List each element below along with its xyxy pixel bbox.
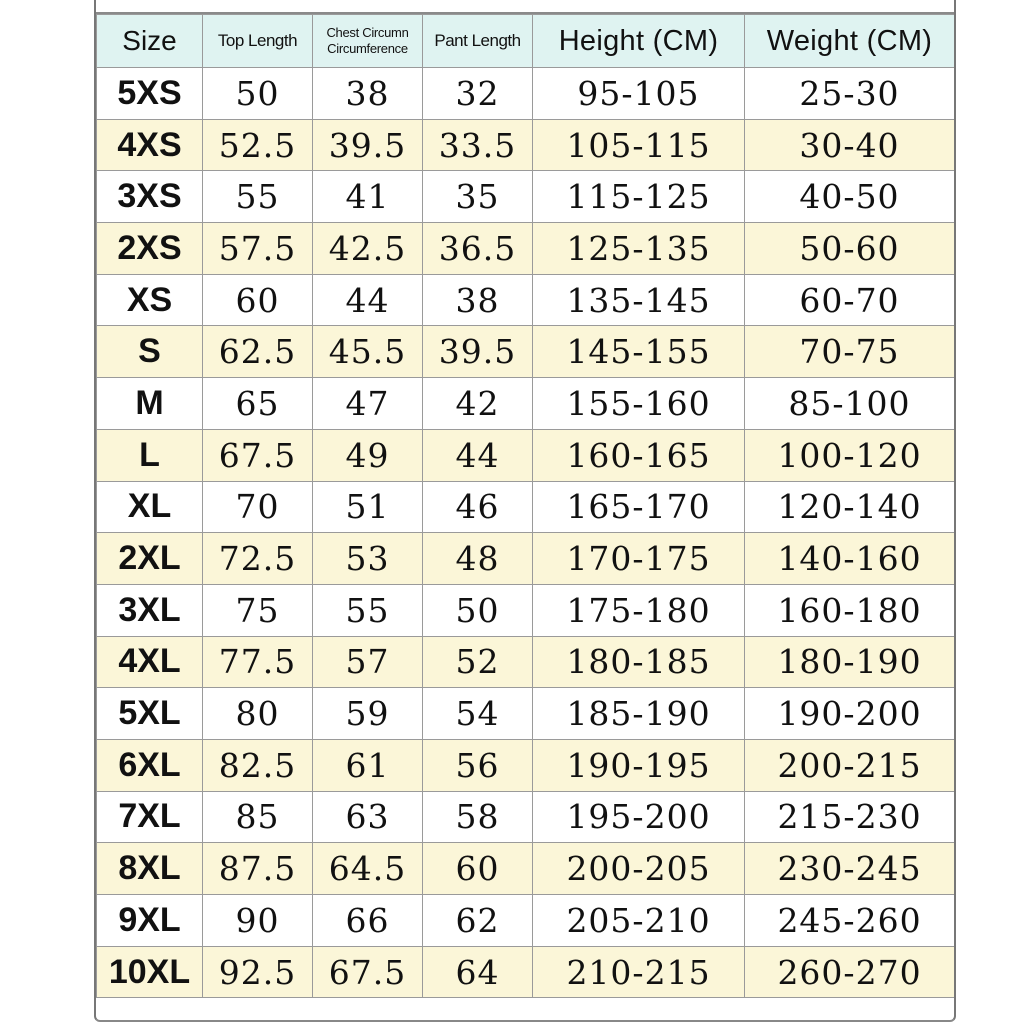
weight-cell: 215-230	[745, 791, 955, 843]
header-weight: Weight (CM)	[745, 15, 955, 68]
top-length-cell: 70	[203, 481, 313, 533]
pant-length-cell: 33.5	[423, 119, 533, 171]
weight-cell: 25-30	[745, 68, 955, 120]
top-length-cell: 82.5	[203, 739, 313, 791]
pant-length-cell: 64	[423, 946, 533, 998]
size-chart-body	[97, 68, 955, 998]
header-row	[97, 15, 955, 68]
height-cell: 95-105	[533, 68, 745, 120]
height-cell: 125-135	[533, 223, 745, 275]
weight-cell: 60-70	[745, 274, 955, 326]
pant-length-cell: 50	[423, 584, 533, 636]
top-length-cell: 67.5	[203, 429, 313, 481]
height-cell: 155-160	[533, 378, 745, 430]
chest-cell: 57	[313, 636, 423, 688]
top-length-cell: 55	[203, 171, 313, 223]
pant-length-cell: 56	[423, 739, 533, 791]
table-row	[97, 429, 955, 481]
table-row	[97, 378, 955, 430]
pant-length-cell: 38	[423, 274, 533, 326]
top-length-cell: 90	[203, 895, 313, 947]
size-cell: 6XL	[97, 739, 203, 791]
header-chest-line2: Circumference	[327, 41, 408, 56]
top-length-cell: 62.5	[203, 326, 313, 378]
height-cell: 165-170	[533, 481, 745, 533]
height-cell: 185-190	[533, 688, 745, 740]
size-cell: XL	[97, 481, 203, 533]
table-row	[97, 895, 955, 947]
pant-length-cell: 54	[423, 688, 533, 740]
top-length-cell: 87.5	[203, 843, 313, 895]
top-length-cell: 57.5	[203, 223, 313, 275]
pant-length-cell: 39.5	[423, 326, 533, 378]
top-length-cell: 75	[203, 584, 313, 636]
chest-cell: 39.5	[313, 119, 423, 171]
top-length-cell: 50	[203, 68, 313, 120]
weight-cell: 260-270	[745, 946, 955, 998]
top-length-cell: 92.5	[203, 946, 313, 998]
height-cell: 105-115	[533, 119, 745, 171]
height-cell: 145-155	[533, 326, 745, 378]
height-cell: 135-145	[533, 274, 745, 326]
height-cell: 180-185	[533, 636, 745, 688]
table-row	[97, 68, 955, 120]
size-cell: 4XS	[97, 119, 203, 171]
top-border-strip	[96, 0, 954, 14]
size-cell: 2XS	[97, 223, 203, 275]
weight-cell: 190-200	[745, 688, 955, 740]
top-length-cell: 72.5	[203, 533, 313, 585]
size-cell: 10XL	[97, 946, 203, 998]
table-row	[97, 688, 955, 740]
table-row	[97, 843, 955, 895]
chest-cell: 67.5	[313, 946, 423, 998]
size-cell: 5XS	[97, 68, 203, 120]
pant-length-cell: 42	[423, 378, 533, 430]
chest-cell: 63	[313, 791, 423, 843]
pant-length-cell: 48	[423, 533, 533, 585]
header-height: Height (CM)	[533, 15, 745, 68]
table-row	[97, 223, 955, 275]
top-length-cell: 77.5	[203, 636, 313, 688]
chest-cell: 61	[313, 739, 423, 791]
header-size: Size	[97, 15, 203, 68]
pant-length-cell: 32	[423, 68, 533, 120]
table-row	[97, 326, 955, 378]
weight-cell: 50-60	[745, 223, 955, 275]
pant-length-cell: 46	[423, 481, 533, 533]
chest-cell: 38	[313, 68, 423, 120]
table-row	[97, 739, 955, 791]
size-cell: 7XL	[97, 791, 203, 843]
height-cell: 175-180	[533, 584, 745, 636]
top-length-cell: 65	[203, 378, 313, 430]
table-row	[97, 584, 955, 636]
size-cell: 9XL	[97, 895, 203, 947]
table-row	[97, 946, 955, 998]
table-row	[97, 274, 955, 326]
header-top-length: Top Length	[203, 15, 313, 68]
height-cell: 195-200	[533, 791, 745, 843]
table-row	[97, 791, 955, 843]
table-row	[97, 171, 955, 223]
size-chart-table	[96, 14, 955, 998]
header-chest-circumference	[313, 15, 423, 68]
top-length-cell: 80	[203, 688, 313, 740]
height-cell: 210-215	[533, 946, 745, 998]
size-cell: L	[97, 429, 203, 481]
size-cell: S	[97, 326, 203, 378]
chest-cell: 53	[313, 533, 423, 585]
pant-length-cell: 62	[423, 895, 533, 947]
header-chest-line1: Chest Circumn	[326, 25, 409, 40]
chest-cell: 44	[313, 274, 423, 326]
table-row	[97, 119, 955, 171]
pant-length-cell: 35	[423, 171, 533, 223]
height-cell: 205-210	[533, 895, 745, 947]
chest-cell: 64.5	[313, 843, 423, 895]
size-cell: 4XL	[97, 636, 203, 688]
weight-cell: 30-40	[745, 119, 955, 171]
chest-cell: 47	[313, 378, 423, 430]
weight-cell: 160-180	[745, 584, 955, 636]
chest-cell: 42.5	[313, 223, 423, 275]
weight-cell: 40-50	[745, 171, 955, 223]
weight-cell: 140-160	[745, 533, 955, 585]
size-cell: 3XL	[97, 584, 203, 636]
table-row	[97, 481, 955, 533]
weight-cell: 85-100	[745, 378, 955, 430]
chest-cell: 59	[313, 688, 423, 740]
chest-cell: 55	[313, 584, 423, 636]
size-chart-frame	[94, 0, 956, 1022]
weight-cell: 245-260	[745, 895, 955, 947]
height-cell: 190-195	[533, 739, 745, 791]
pant-length-cell: 58	[423, 791, 533, 843]
chest-cell: 45.5	[313, 326, 423, 378]
size-cell: 5XL	[97, 688, 203, 740]
pant-length-cell: 44	[423, 429, 533, 481]
weight-cell: 200-215	[745, 739, 955, 791]
top-length-cell: 52.5	[203, 119, 313, 171]
pant-length-cell: 36.5	[423, 223, 533, 275]
top-length-cell: 85	[203, 791, 313, 843]
table-row	[97, 533, 955, 585]
height-cell: 200-205	[533, 843, 745, 895]
chest-cell: 49	[313, 429, 423, 481]
weight-cell: 120-140	[745, 481, 955, 533]
size-cell: XS	[97, 274, 203, 326]
chest-cell: 66	[313, 895, 423, 947]
weight-cell: 180-190	[745, 636, 955, 688]
height-cell: 115-125	[533, 171, 745, 223]
size-cell: 8XL	[97, 843, 203, 895]
top-length-cell: 60	[203, 274, 313, 326]
size-cell: 3XS	[97, 171, 203, 223]
height-cell: 170-175	[533, 533, 745, 585]
chest-cell: 51	[313, 481, 423, 533]
table-row	[97, 636, 955, 688]
weight-cell: 100-120	[745, 429, 955, 481]
weight-cell: 70-75	[745, 326, 955, 378]
height-cell: 160-165	[533, 429, 745, 481]
weight-cell: 230-245	[745, 843, 955, 895]
pant-length-cell: 60	[423, 843, 533, 895]
header-pant-length: Pant Length	[423, 15, 533, 68]
size-cell: M	[97, 378, 203, 430]
pant-length-cell: 52	[423, 636, 533, 688]
chest-cell: 41	[313, 171, 423, 223]
size-cell: 2XL	[97, 533, 203, 585]
